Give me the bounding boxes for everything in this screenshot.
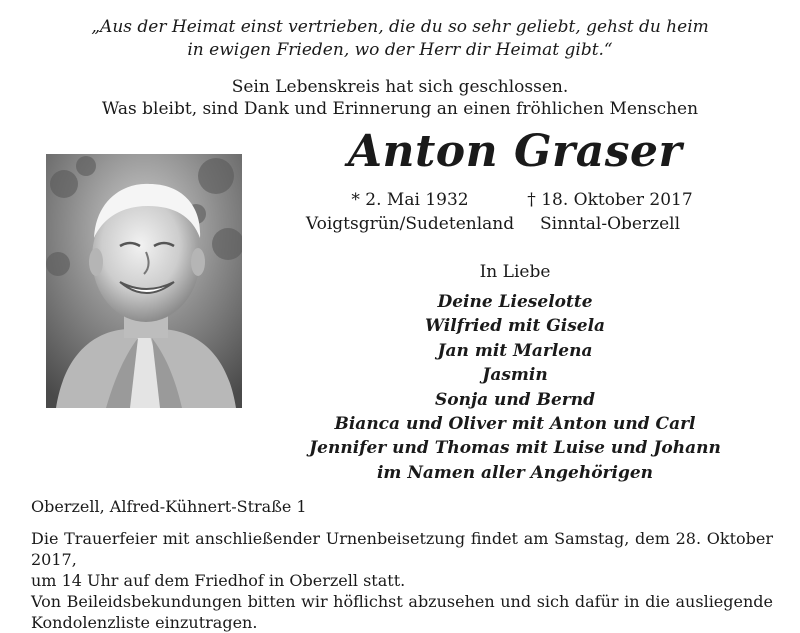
mourners-intro: In Liebe: [479, 262, 551, 282]
notice-line-1: Die Trauerfeier mit anschließender Urnenbeisetzung findet am Samstag, dem 28. Oktober 2017,: [31, 529, 773, 569]
mourner-name: Jasmin: [482, 365, 548, 386]
mourner-name: im Namen aller Angehörigen: [376, 462, 654, 483]
notice-line-4: Kondolenzliste einzutragen.: [31, 613, 258, 632]
mourner-name: Bianca und Oliver mit Anton und Carl: [334, 414, 696, 435]
death-info: [520, 188, 700, 236]
deceased-name: Anton Graser: [347, 126, 683, 177]
death-date: † 18. Oktober 2017: [527, 190, 693, 210]
portrait-photo: [46, 154, 242, 408]
mourner-name: Sonja und Bernd: [435, 389, 595, 410]
quote-line-2: in ewigen Frieden, wo der Herr dir Heimat gibt.“: [187, 40, 613, 60]
notice-line-3: Von Beileidsbekundungen bitten wir höflichst abzusehen und sich dafür in die ausliegende: [31, 592, 773, 611]
verse-line-2: Was bleibt, sind Dank und Erinnerung an einen fröhlichen Menschen: [101, 99, 699, 119]
family-address: Oberzell, Alfred-Kühnert-Straße 1: [31, 497, 307, 516]
verse-line-1: Sein Lebenskreis hat sich geschlossen.: [231, 77, 569, 97]
birth-place: Voigtsgrün/Sudetenland: [305, 214, 515, 234]
quote-line-1: „Aus der Heimat einst vertrieben, die du so sehr geliebt, gehst du heim: [91, 17, 709, 37]
death-place: Sinntal-Oberzell: [539, 214, 681, 234]
epitaph-quote: [40, 16, 760, 62]
mourner-name: Jennifer und Thomas mit Luise und Johann: [309, 438, 721, 459]
mourner-name: Deine Lieselotte: [437, 292, 593, 312]
mourners-list: [280, 290, 750, 485]
mourner-name: Jan mit Marlena: [437, 340, 593, 361]
funeral-notice: [31, 528, 773, 633]
birth-info: [300, 188, 520, 236]
mourner-name: Wilfried mit Gisela: [424, 316, 606, 337]
birth-date: * 2. Mai 1932: [351, 190, 469, 210]
memorial-verse: [40, 76, 760, 120]
notice-line-2: um 14 Uhr auf dem Friedhof in Oberzell statt.: [31, 571, 406, 590]
